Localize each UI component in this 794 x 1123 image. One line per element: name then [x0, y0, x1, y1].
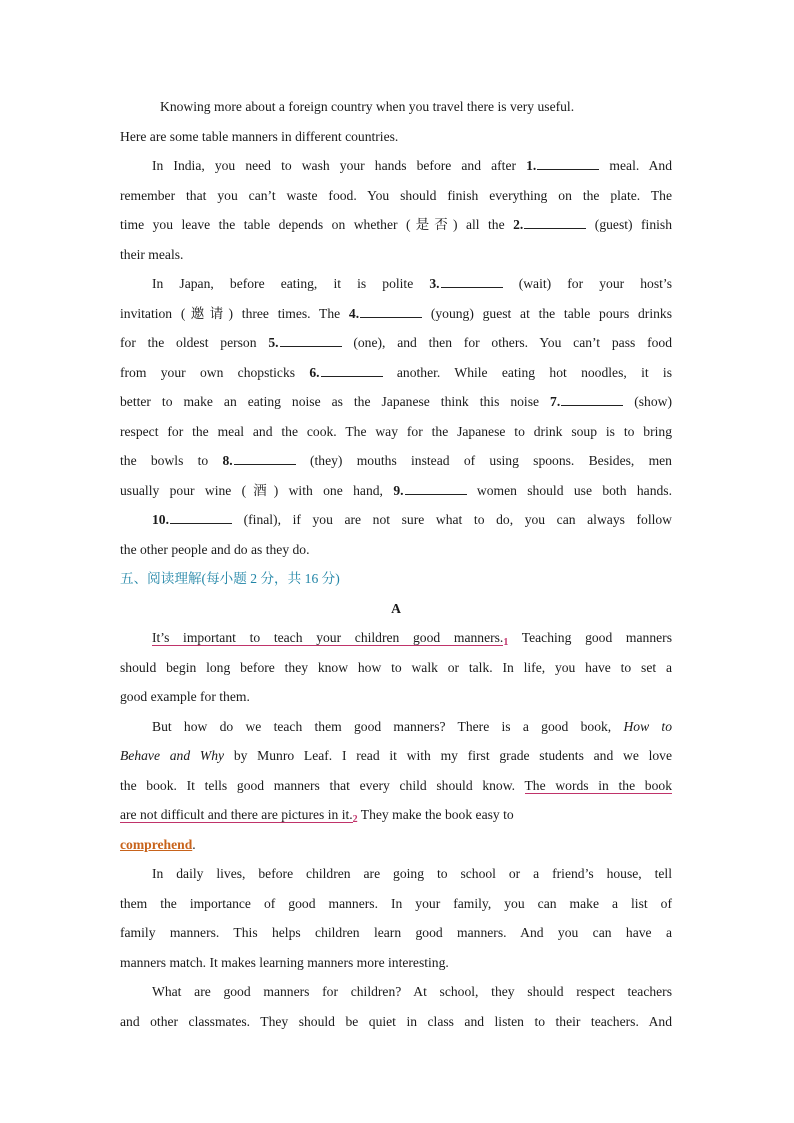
passage-line: But how do we teach them good manners? There is a good book, How to	[152, 718, 672, 734]
passage-line: and other classmates. They should be quiet in class and listen to their teachers. And	[120, 1013, 672, 1029]
cloze-line: usually pour wine (酒) with one hand, 9. women should use both hands.	[120, 482, 672, 498]
passage-line: It’s important to teach your children good $manners._1$ Teaching good manners	[152, 630, 672, 648]
cloze-line: Here are some table manners in different countries.	[120, 128, 399, 144]
question-marker-2: 2	[352, 814, 358, 825]
blank-4[interactable]	[360, 304, 422, 318]
blank-number: 4.	[348, 305, 360, 321]
cloze-line: time you leave the table depends on whether (是否) all the 2. (guest) finish	[120, 217, 672, 232]
section-heading: 五、阅读理解(每小题 2 分，共 16 分)	[120, 571, 340, 586]
blank-number: 6.	[309, 364, 320, 380]
passage-line: the book. It tells good manners that every child should know. The words in the book	[120, 777, 672, 793]
cloze-line: the other people and do as they do.	[120, 541, 310, 557]
book-title: How to	[623, 718, 672, 734]
worksheet-content	[120, 92, 672, 1036]
passage-line: should begin long before they know how to walk or talk. In life, you have to set a	[120, 659, 672, 675]
blank-number: 8.	[222, 453, 233, 468]
question-marker-1: 1	[503, 637, 509, 648]
passage-line: family manners. This helps children learn good manners. And you can have a	[120, 925, 672, 940]
keyword-comprehend: comprehend	[120, 836, 193, 852]
blank-number: 2.	[513, 217, 524, 232]
cloze-line: their meals.	[120, 246, 184, 262]
question-underline-1: It’s important to teach your children good manners.	[152, 630, 504, 645]
cloze-line: 10. (final), if you are not sure what to do, you can always follow	[152, 512, 672, 527]
blank-6[interactable]	[321, 363, 383, 377]
passage-line: manners match. It makes learning manners more interesting.	[120, 954, 449, 970]
blank-8[interactable]	[234, 451, 296, 465]
cloze-line: remember that you can’t waste food. You should finish everything on the plate. The	[120, 187, 672, 203]
cloze-line: respect for the meal and the cook. The way for the Japanese to drink soup is to bring	[120, 423, 672, 439]
cloze-line: In Japan, before eating, it is polite 3. (wait) for your host’s	[152, 276, 672, 291]
passage-line: them the importance of good manners. In your family, you can make a list of	[120, 895, 672, 911]
blank-3[interactable]	[441, 274, 503, 288]
blank-number: 9.	[393, 482, 404, 498]
question-underline-2: The words in the book	[524, 777, 672, 793]
blank-number: 7.	[550, 394, 561, 409]
blank-9[interactable]	[405, 481, 467, 495]
cloze-line: better to make an eating noise as the Japanese think this noise 7. (show)	[120, 394, 672, 409]
cloze-line: invitation (邀请) three times. The 4. (young) guest at the table pours drinks	[120, 305, 672, 321]
passage-line: are not difficult and there are pictures in $it._2$ They make the book easy to	[120, 807, 514, 825]
passage-title: A	[391, 600, 401, 616]
blank-2[interactable]	[524, 215, 586, 229]
cloze-line: the bowls to 8. (they) mouths instead of using spoons. Besides, men	[120, 453, 672, 468]
cloze-line: from your own chopsticks 6. another. While eating hot noodles, it is	[120, 364, 672, 380]
blank-number: 5.	[268, 335, 279, 350]
blank-5[interactable]	[280, 333, 342, 347]
cloze-line: for the oldest person 5. (one), and then for others. You can’t pass food	[120, 335, 672, 350]
passage-line: In daily lives, before children are going to school or a friend’s house, tell	[152, 866, 672, 881]
book-title: Behave and Why	[120, 748, 225, 763]
question-underline-2: are not difficult and there are pictures in it.	[120, 807, 353, 822]
cloze-line: In India, you need to wash your hands before and after 1. meal. And	[152, 158, 672, 173]
blank-number: 1.	[526, 158, 537, 173]
passage-line: Behave and Why by Munro Leaf. I read it with my first grade students and we love	[120, 748, 673, 763]
blank-number: 10.	[152, 512, 169, 527]
blank-number: 3.	[429, 276, 440, 291]
passage-line: What are good manners for children? At school, they should respect teachers	[152, 984, 672, 999]
passage-line: comprehend.	[120, 836, 196, 852]
blank-7[interactable]	[561, 392, 623, 406]
blank-10[interactable]	[170, 510, 232, 524]
blank-1[interactable]	[537, 156, 599, 170]
passage-line: good example for them.	[120, 689, 250, 704]
cloze-line: Knowing more about a foreign country when you travel there is very useful.	[160, 99, 575, 114]
